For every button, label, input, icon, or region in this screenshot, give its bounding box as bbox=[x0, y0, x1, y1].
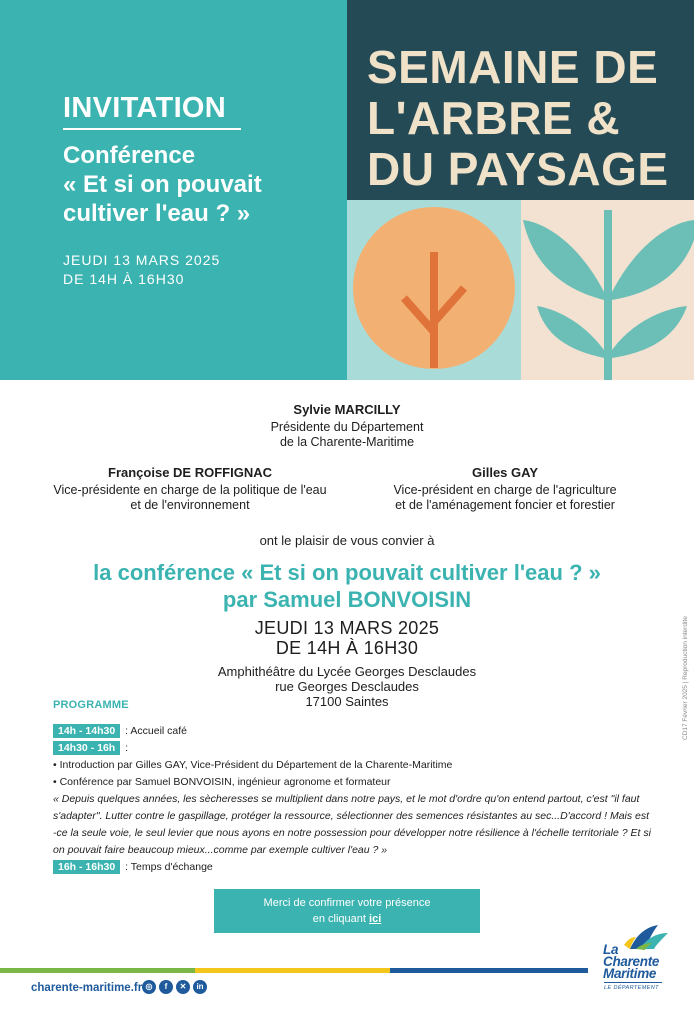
programme-slot bbox=[53, 723, 653, 740]
time-badge: 14h - 14h30 bbox=[53, 724, 120, 738]
host-left bbox=[40, 465, 340, 513]
invitation-underline bbox=[63, 128, 241, 130]
copyright-note: CD17 Février 2025 | Reproduction interdite bbox=[682, 616, 689, 740]
instagram-icon[interactable]: ◎ bbox=[142, 980, 156, 994]
programme-heading: PROGRAMME bbox=[53, 699, 129, 711]
event-date-line: DE 14H À 16H30 bbox=[275, 638, 419, 658]
social-links bbox=[142, 980, 207, 994]
event-conference-line: la conférence « Et si on pouvait cultiver l'eau ? » bbox=[93, 560, 601, 585]
logo-subtitle: LE DÉPARTEMENT bbox=[604, 985, 659, 991]
event-date bbox=[0, 618, 694, 658]
conference-quote bbox=[53, 791, 653, 859]
host-main-name: Sylvie MARCILLY bbox=[293, 402, 401, 417]
leaf-plant-icon bbox=[523, 210, 694, 380]
time-badge: 16h - 16h30 bbox=[53, 860, 120, 874]
rsvp-link[interactable]: ici bbox=[369, 913, 382, 925]
event-address-line: rue Georges Desclaudes bbox=[275, 679, 419, 694]
programme-list bbox=[53, 723, 653, 876]
event-address-line: 17100 Saintes bbox=[305, 694, 389, 709]
event-conference-title bbox=[0, 559, 694, 613]
programme-bullet: • Conférence par Samuel BONVOISIN, ingénieur agronome et formateur bbox=[53, 776, 391, 788]
host-right-role: Vice-président en charge de l'agriculture bbox=[393, 483, 617, 497]
tree-plant-illustration bbox=[347, 200, 694, 380]
invitation-sentence: ont le plaisir de vous convier à bbox=[259, 533, 435, 548]
facebook-icon[interactable]: f bbox=[159, 980, 173, 994]
conference-title-line: cultiver l'eau ? » bbox=[63, 200, 251, 227]
event-title bbox=[367, 42, 669, 195]
footer-bar-green bbox=[0, 968, 195, 973]
rsvp-text-2 bbox=[214, 911, 480, 927]
quote-line: « Depuis quelques années, les sècheresses se multiplient dans notre pays, et le mot d'ordre qu'on entend partout, c'est "il faut bbox=[53, 793, 640, 805]
event-conference-line: par Samuel BONVOISIN bbox=[222, 587, 472, 612]
host-main-role: de la Charente-Maritime bbox=[279, 435, 415, 449]
invitation-heading: INVITATION bbox=[63, 92, 227, 124]
rsvp-text: Merci de confirmer votre présence bbox=[263, 897, 431, 909]
quote-line: s'adapter". Lutter contre le gaspillage, protéger la ressource, sélectionner des semences résistantes au sec...D'accord ! Mais est bbox=[53, 810, 650, 822]
department-logo-text bbox=[603, 944, 659, 980]
event-title-line: L'ARBRE & bbox=[367, 92, 621, 144]
logo-line: La bbox=[603, 942, 619, 957]
host-right bbox=[380, 465, 630, 513]
quote-line: on pouvait faire beaucoup mieux...comme par exemple cultiver l'eau ? » bbox=[53, 844, 388, 856]
event-title-line: DU PAYSAGE bbox=[367, 143, 669, 195]
slot-text: : bbox=[125, 742, 129, 754]
host-right-role: et de l'aménagement foncier et forestier bbox=[395, 498, 615, 512]
host-main bbox=[0, 402, 694, 450]
header-date bbox=[63, 251, 220, 289]
host-left-role: Vice-présidente en charge de la politique de l'eau bbox=[53, 483, 327, 497]
footer-bar-blue bbox=[390, 968, 588, 973]
conference-title-line: Conférence bbox=[63, 142, 196, 169]
slot-text: : Temps d'échange bbox=[125, 861, 213, 873]
event-title-line: SEMAINE DE bbox=[367, 41, 659, 93]
logo-line: Charente bbox=[603, 954, 660, 969]
time-badge: 14h30 - 16h bbox=[53, 741, 120, 755]
event-address-line: Amphithéâtre du Lycée Georges Desclaudes bbox=[217, 664, 477, 679]
rsvp-prefix: en cliquant bbox=[312, 913, 370, 925]
host-main-role: Présidente du Département bbox=[270, 420, 424, 434]
conference-title-line: « Et si on pouvait bbox=[63, 171, 262, 198]
programme-slot bbox=[53, 859, 653, 876]
event-date-line: JEUDI 13 MARS 2025 bbox=[254, 618, 440, 638]
rsvp-box bbox=[214, 889, 480, 933]
conference-title bbox=[63, 141, 333, 228]
footer-bar-yellow bbox=[195, 968, 390, 973]
host-left-name: Françoise DE ROFFIGNAC bbox=[108, 465, 272, 480]
website-link[interactable]: charente-maritime.fr bbox=[31, 982, 143, 994]
header-date-line: DE 14H À 16H30 bbox=[63, 271, 185, 287]
host-left-role: et de l'environnement bbox=[130, 498, 250, 512]
linkedin-icon[interactable]: in bbox=[193, 980, 207, 994]
logo-line: Maritime bbox=[603, 966, 657, 981]
slot-text: : Accueil café bbox=[125, 725, 187, 737]
x-icon[interactable]: ✕ bbox=[176, 980, 190, 994]
host-right-name: Gilles GAY bbox=[472, 465, 538, 480]
logo-divider bbox=[604, 982, 662, 983]
quote-line: -ce la seule voie, le seul levier que nous ayons en notre possession pour développer notre résilience à l'échelle territoriale ? Et si bbox=[53, 827, 651, 839]
programme-bullet: • Introduction par Gilles GAY, Vice-Président du Département de la Charente-Maritime bbox=[53, 759, 453, 771]
programme-slot bbox=[53, 740, 653, 757]
header-date-line: JEUDI 13 MARS 2025 bbox=[63, 252, 221, 268]
